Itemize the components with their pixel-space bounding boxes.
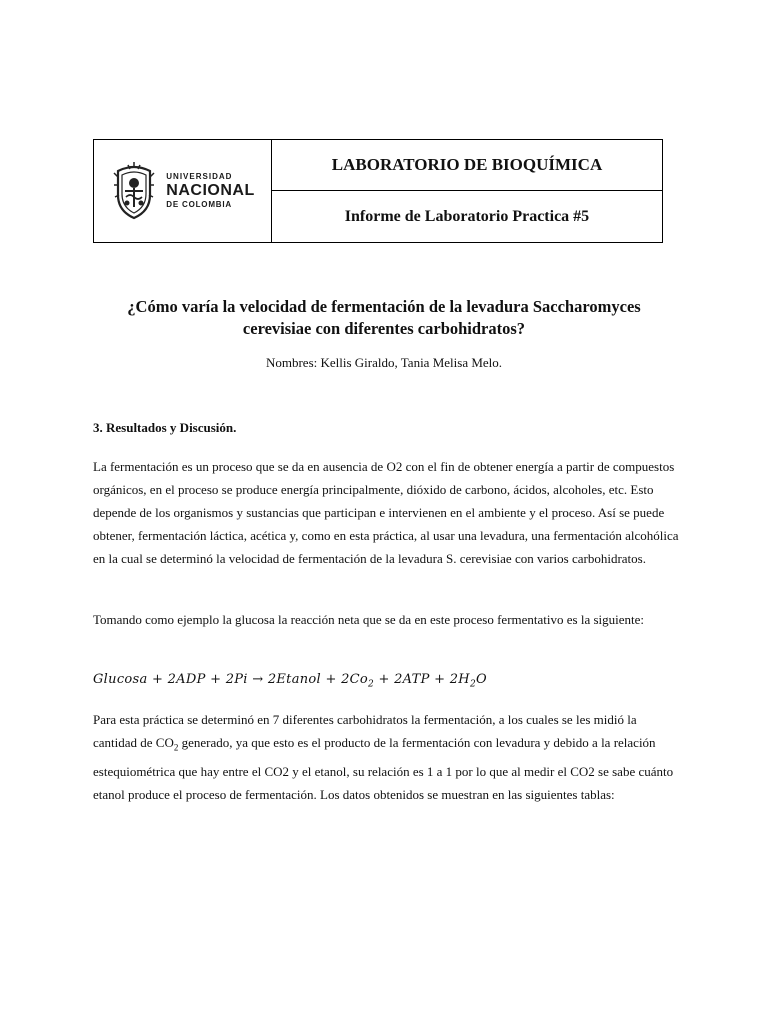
header-table xyxy=(93,139,663,243)
document-title: ¿Cómo varía la velocidad de fermentación de la levadura Saccharomyces cerevisiae con diferentes carbohidratos? xyxy=(127,297,641,338)
university-seal-icon xyxy=(110,161,158,221)
equation-sub-2: 2 xyxy=(469,679,476,690)
logo-cell xyxy=(94,140,272,242)
logo-line-2: NACIONAL xyxy=(166,182,255,199)
reaction-equation xyxy=(93,672,487,690)
co2-subscript: 2 xyxy=(173,742,179,753)
paragraph-methodology-a: Para esta práctica se determinó en 7 diferentes carbohidratos la fermentación, a los cuales se les midió la cantidad de CO xyxy=(93,712,637,750)
paragraph-fermentation-intro: La fermentación es un proceso que se da en ausencia de O2 con el fin de obtener energía a partir de compuestos orgánicos, en el proceso se produce energía principalmente, dióxido de carbono, ácidos, alcoholes, etc. Esto depende de los organismos y sustancias que participan e intervienen en el ambiente y el proceso. Así se puede obtener, fermentación láctica, acética y, como en esta práctica, al usar una levadura, una fermentación alcohólica en la cual se determinó la velocidad de fermentación de la levadura S. cerevisiae con varios carbohidratos. xyxy=(93,459,679,566)
equation-sub-1: 2 xyxy=(368,679,375,690)
paragraph-methodology-b: generado, ya que esto es el producto de la fermentación con levadura y debido a la relación estequiométrica que hay entre el CO2 y el etanol, su relación es 1 a 1 por lo que al medir el CO2 se sabe cuánto etanol produce el proceso de fermentación. Los datos obtenidos se muestran en las siguientes tablas: xyxy=(93,735,674,802)
equation-part-2: + 2ATP + 2H xyxy=(374,672,470,687)
equation-part-3: O xyxy=(475,672,487,687)
logo-line-1: UNIVERSIDAD xyxy=(166,172,233,181)
paragraph-glucose-example: Tomando como ejemplo la glucosa la reacción neta que se da en este proceso fermentativo es la siguiente: xyxy=(93,612,645,627)
author-names: Nombres: Kellis Giraldo, Tania Melisa Melo. xyxy=(265,355,503,370)
title-cells xyxy=(272,140,662,242)
equation-part-1: Glucosa + 2ADP + 2Pi → 2Etanol + 2Co xyxy=(93,672,369,687)
section-heading: 3. Resultados y Discusión. xyxy=(93,420,237,435)
logo-line-3: DE COLOMBIA xyxy=(166,200,232,209)
paragraph-methodology xyxy=(93,708,679,806)
lab-title: LABORATORIO DE BIOQUÍMICA xyxy=(272,140,662,191)
report-title: Informe de Laboratorio Practica #5 xyxy=(344,207,590,225)
university-logo-text xyxy=(166,173,254,209)
